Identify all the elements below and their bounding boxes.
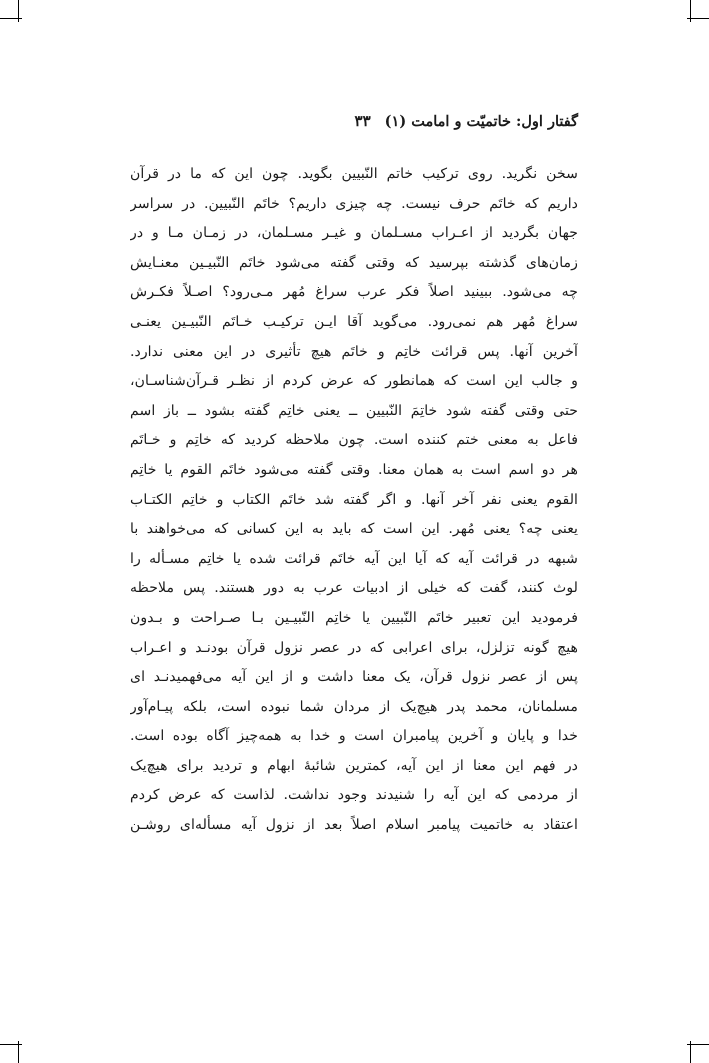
text-line: پس از عصر نزول قرآن، یک معنا داشت و از این آیه می‌فهمیدنـد ای (130, 669, 578, 686)
text-line: فرمودید این تعبیر خاتَم النّبیین یا خاتِم النّبیـین بـا صـراحت و بـدون (130, 609, 578, 626)
text-line: هر دو اسم است به همان معنا. وقتی گفته می‌شود خاتَم القوم یا خاتِم (130, 461, 578, 478)
book-page (130, 108, 578, 908)
crop-mark-top-left-h (0, 18, 22, 19)
text-line: سخن نگرید. روی ترکیب خاتم النّبیین بگوید. چون این که ما در قرآن (130, 166, 578, 182)
text-line: از مردمی که این آیه را شنیدند وجود نداشت. لذاست که عرض کردم (130, 787, 578, 804)
text-line: چه می‌شود. ببینید اصلاً فکر عرب سراغ مُهر مـی‌رود؟ اصـلاً فکـرش (130, 284, 578, 301)
text-line: آخرین آنها. پس قرائت خاتِم و خاتَم هیچ تأثیری در این معنی ندارد. (130, 343, 578, 360)
text-line: سراغ مُهر هم نمی‌رود. می‌گوید آقا ایـن ترکیـب خـاتَم النّبیـین یعنـی (130, 313, 578, 330)
crop-mark-top-right-h (687, 18, 709, 19)
text-line: مسلمانان، محمد پدر هیچ‌یک از مردان شما نبوده است، بلکه پیـام‌آور (130, 698, 578, 715)
body-text (130, 160, 578, 841)
text-line: حتی وقتی گفته شود خاتِمَ النّبیین ــ یعنی خاتِم گفته بشود ــ باز اسم (130, 402, 578, 419)
text-line: و جالب این است که همانطور که عرض کردم از نظـر قـرآن‌شناسـان، (130, 373, 578, 390)
text-line: لوث کنند، گفت که خیلی از ادبیات عرب به دور هستند. پس ملاحظه (130, 580, 578, 597)
crop-mark-bottom-left-h (0, 1044, 22, 1045)
text-line: یعنی چه؟ یعنی مُهر. این است که باید به این کسانی که می‌خواهند با (130, 521, 578, 538)
text-line: در فهم این معنا از این آیه، کمترین شائبهٔ ابهام و تردید برای هیچ‌یک (130, 757, 578, 774)
running-title: گفتار اول: خاتمیّت و امامت (۱) (384, 113, 578, 130)
text-line: زمان‌های گذشته بپرسید که وقتی گفته می‌شود خاتَم النّبیـین معنـایش (130, 254, 578, 271)
running-header (130, 108, 578, 134)
text-line: داریم که خاتَم حرف نیست. چه چیزی داریم؟ خاتَم النّبیین. در سراسر (130, 195, 578, 212)
text-line: القوم یعنی نفر آخر آنها. و اگر گفته شد خاتَم الکتاب و خاتِم الکتـاب (130, 491, 578, 508)
page-number: ۳۳ (354, 112, 371, 130)
text-line: هیچ گونه تزلزل، برای اعرابی که در عصر نزول قرآن بودنـد و اعـراب (130, 639, 578, 656)
crop-mark-bottom-right-h (687, 1044, 709, 1045)
text-line: خدا و پایان و آخرین پیامبران است و خدا به همه‌چیز آگاه بوده است. (130, 728, 578, 745)
text-line: شبهه در قرائت آیه که آیا این آیه خاتَم قرائت شده یا خاتِم مسـأله را (130, 550, 578, 567)
text-line: جهان بگردید از اعـراب مسـلمان و غیـر مسـلمان، در زمـان مـا و در (130, 225, 578, 242)
text-line: اعتقاد به خاتمیت پیامبر اسلام اصلاً بعد از نزول آیه مسأله‌ای روشـن (130, 817, 578, 834)
text-line: فاعل به معنی ختم کننده است. چون ملاحظه کردید که خاتِم و خـاتَم (130, 432, 578, 449)
